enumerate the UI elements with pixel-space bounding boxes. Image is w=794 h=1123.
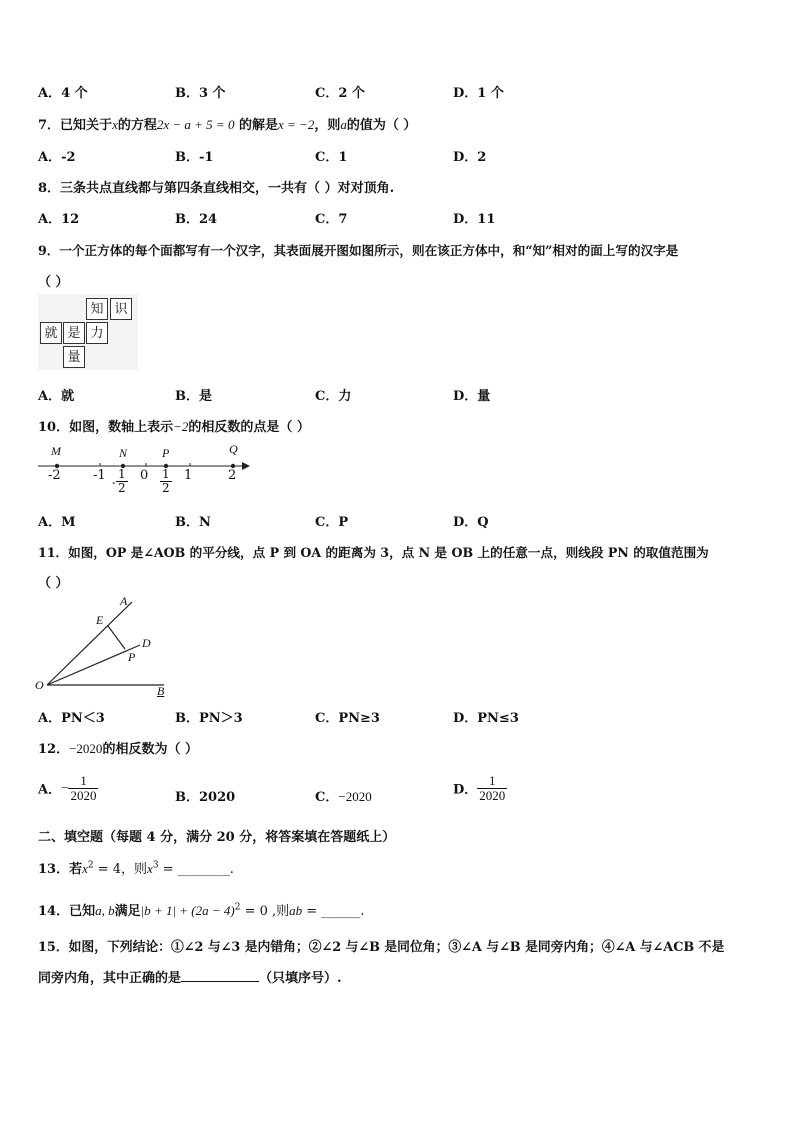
q11-option-c: C．PN≥3	[315, 711, 380, 726]
point-label-n: N	[119, 446, 128, 460]
q10-option-b: B．N	[175, 515, 211, 530]
q8-option-d: D．11	[453, 212, 496, 227]
tick-label-neg2: -2	[48, 468, 61, 483]
question-11: 11．如图，OP 是∠AOB 的平分线，点 P 到 OA 的距离为 3，点 N 是 OB 上的任意一点，则线段 PN 的取值范围为	[38, 545, 709, 560]
q11-option-b: B．PN＞3	[175, 711, 243, 726]
cube-net-figure	[38, 294, 138, 370]
question-15-line2: 同旁内角，其中正确的是 （只填序号）.	[38, 971, 342, 986]
fig-label-e: E	[96, 613, 104, 627]
angle-bisector-lines	[34, 592, 176, 702]
q7-option-b: B．-1	[175, 150, 214, 165]
q9-option-d: D．量	[453, 389, 491, 404]
net-cell-shi2: 是	[63, 322, 85, 344]
q7-option-c: C．1	[315, 150, 348, 165]
net-cell-jiu: 就	[40, 322, 62, 344]
tick-label-half: $\frac{1}{2}$	[162, 467, 170, 495]
question-15-line1: 15．如图，下列结论：①∠2 与∠3 是内错角；②∠2 与∠B 是同位角；③∠A 与∠B 是同旁内角；④∠A 与∠ACB 不是	[38, 940, 725, 955]
q10-option-d: D．Q	[453, 515, 489, 530]
q12-option-c: C．−2020	[315, 789, 372, 805]
tick-label-two: 2	[228, 468, 237, 483]
question-8: 8．三条共点直线都与第四条直线相交，一共有（ ）对对顶角.	[38, 181, 395, 196]
point-label-q: Q	[229, 442, 238, 456]
question-12: 12．−2020的相反数为（ ）	[38, 741, 198, 757]
net-cell-li: 力	[86, 322, 108, 344]
fig-label-a: A	[120, 594, 128, 608]
q11-option-d: D．PN≤3	[453, 711, 519, 726]
q12-option-d: D． $\frac{1}{2020}$	[453, 773, 506, 803]
tick-label-one: 1	[184, 468, 193, 483]
q9-option-a: A．就	[38, 389, 75, 404]
number-line-figure	[36, 444, 256, 498]
question-10: 10．如图，数轴上表示−2的相反数的点是（ ）	[38, 419, 310, 435]
q12-option-b: B．2020	[175, 790, 236, 805]
q10-option-a: A．M	[38, 515, 76, 530]
q6-option-c: C．2 个	[315, 86, 365, 101]
question-7: 7．已知关于x的方程2x − a + 5 = 0 的解是x = −2，则a的值为（ ）	[38, 117, 417, 133]
question-11-paren: （ ）	[38, 576, 69, 591]
question-14: 14．已知a, b满足$|b + 1| + (2a - 4)^2 = 0$ ,则ab = ______.	[38, 902, 365, 919]
q6-option-b: B．3 个	[175, 86, 226, 101]
q7-option-a: A．-2	[38, 150, 76, 165]
q8-option-a: A．12	[38, 212, 80, 227]
question-13: 13．若$x^2 = 4$，则$x^3$ = ________.	[38, 860, 234, 877]
section-2-heading: 二、填空题（每题 4 分，满分 20 分，将答案填在答题纸上）	[38, 830, 396, 845]
tick-label-zero: 0	[140, 468, 149, 483]
fig-label-d: D	[142, 636, 151, 650]
q9-option-b: B．是	[175, 389, 212, 404]
net-cell-liang: 量	[63, 346, 85, 368]
q11-option-a: A．PN＜3	[38, 711, 105, 726]
q10-option-c: C．P	[315, 515, 349, 530]
q6-option-d: D．1 个	[453, 86, 504, 101]
fig-label-p: P	[128, 650, 136, 664]
tick-label-neg1: -1	[93, 468, 106, 483]
q6-option-a: A．4 个	[38, 86, 88, 101]
q12-option-a: A．− $\frac{1}{2020}$	[38, 773, 97, 803]
q8-option-c: C．7	[315, 212, 348, 227]
q7-option-d: D．2	[453, 150, 487, 165]
question-9-paren: （ ）	[38, 275, 69, 290]
point-label-p: P	[162, 446, 170, 460]
answer-blank	[181, 981, 259, 982]
q8-option-b: B．24	[175, 212, 218, 227]
q9-option-c: C．力	[315, 389, 352, 404]
net-cell-shi: 识	[110, 298, 132, 320]
tick-label-neg-half: $\frac{1}{2}$	[118, 467, 126, 495]
tick-label-neg-sign: -	[112, 476, 116, 489]
net-cell-zhi: 知	[86, 298, 108, 320]
fig-label-o: O	[35, 678, 44, 692]
point-label-m: M	[51, 444, 61, 458]
angle-bisector-figure	[34, 592, 176, 702]
fig-label-b: B	[157, 684, 165, 698]
question-9: 9．一个正方体的每个面都写有一个汉字，其表面展开图如图所示，则在该正方体中，和“知”相对的面上写的汉字是	[38, 243, 679, 258]
